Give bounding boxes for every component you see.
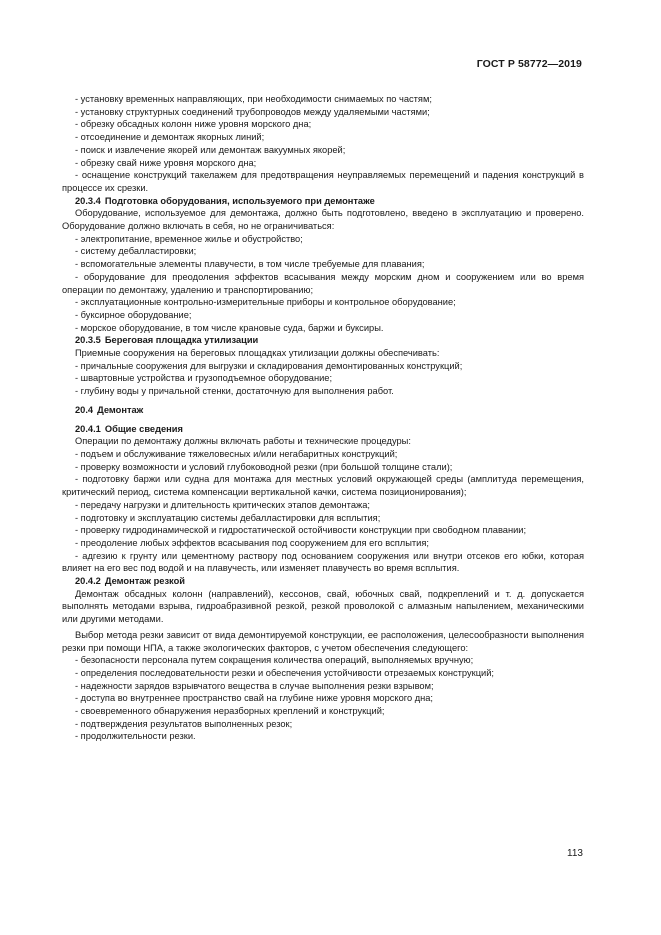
document-code: ГОСТ Р 58772—2019: [476, 58, 582, 70]
section-heading-20-3-5: [62, 334, 584, 347]
list-continued: [62, 93, 584, 195]
list-item: - проверку возможности и условий глубоководной резки (при большой толщине стали);: [75, 461, 453, 472]
section-heading-20-4: [62, 404, 584, 417]
section-intro: Оборудование, используемое для демонтажа, должно быть подготовлено, введено в эксплуатацию и проверено. Оборудование должно включать в себя, но не ограничиваться:: [62, 208, 584, 232]
list-item: - продолжительности резки.: [75, 731, 196, 742]
section-heading-20-4-1: [62, 423, 584, 436]
list-item: - преодоление любых эффектов всасывания под сооружением для его всплытия;: [75, 537, 429, 548]
section-intro: Приемные сооружения на береговых площадках утилизации должны обеспечивать:: [75, 348, 440, 359]
section-heading-20-3-4: [62, 195, 584, 208]
paragraph: Демонтаж обсадных колонн (направлений), кессонов, свай, юбочных свай, подкреплений и т. д. допускается выполнять методами взрыва, гидроабразивной резкой, резкой проволокой с алмазным напылением, механическими или другими методами.: [62, 588, 584, 625]
list-item: - установку временных направляющих, при необходимости снимаемых по частям;: [75, 94, 432, 104]
section-heading-20-4-2: [62, 575, 584, 588]
section-intro: Операции по демонтажу должны включать работы и технические процедуры:: [75, 436, 411, 447]
list-item: - обрезку свай ниже уровня морского дна;: [75, 157, 257, 168]
section-number: 20.4.1: [75, 423, 101, 434]
list-item: - установку структурных соединений трубопроводов между удаляемыми частями;: [75, 106, 430, 117]
list-item: - поиск и извлечение якорей или демонтаж вакуумных якорей;: [75, 144, 346, 155]
list-item: - подтверждения результатов выполненных резок;: [75, 718, 293, 729]
list-item: - буксирное оборудование;: [75, 309, 192, 320]
list-item: - морское оборудование, в том числе крановые суда, баржи и буксиры.: [75, 322, 384, 333]
list-item: - обрезку обсадных колонн ниже уровня морского дна;: [75, 119, 312, 130]
list-item: - отсоединение и демонтаж якорных линий;: [75, 132, 265, 143]
list-item: - надежности зарядов взрывчатого вещества в случае выполнения резки взрывом;: [75, 680, 434, 691]
list-item: - вспомогательные элементы плавучести, в том числе требуемые для плавания;: [75, 259, 425, 270]
list-item: - проверку гидродинамической и гидростатической остойчивости конструкции при свободном плавании;: [75, 525, 527, 536]
page-number: 113: [567, 848, 583, 859]
list-item: - безопасности персонала путем сокращения количества операций, выполняемых вручную;: [75, 655, 474, 666]
section-number: 20.3.4: [75, 195, 101, 206]
list-item: - передачу нагрузки и длительность критических этапов демонтажа;: [75, 499, 370, 510]
list-item: - адгезию к грунту или цементному раствору под основанием сооружения или внутри отсеков его юбки, которая влияет на его вес под водой и на плавучесть, или изменяет плавучесть во время всплытия.: [62, 550, 584, 574]
page-body: [62, 93, 584, 743]
list-item: - швартовные устройства и грузоподъемное оборудование;: [75, 373, 333, 384]
list-item: - глубину воды у причальной стенки, достаточную для выполнения работ.: [75, 386, 394, 397]
section-title: Демонтаж: [97, 404, 144, 415]
section-number: 20.4: [75, 404, 94, 415]
list-item: - подготовку и эксплуатацию системы дебалластировки для всплытия;: [75, 512, 381, 523]
list-item: - своевременного обнаружения неразборных креплений и конструкций;: [75, 706, 385, 717]
list-item: - подъем и обслуживание тяжеловесных и/или негабаритных конструкций;: [75, 448, 398, 459]
section-title: Общие сведения: [104, 423, 183, 434]
list-item: - причальные сооружения для выгрузки и складирования демонтированных конструкций;: [75, 360, 463, 371]
section-title: Подготовка оборудования, используемого при демонтаже: [104, 195, 375, 206]
list-item: - доступа во внутреннее пространство свай на глубине ниже уровня морского дна;: [75, 693, 434, 704]
list-item: - эксплуатационные контрольно-измерительные приборы и контрольное оборудование;: [75, 297, 456, 308]
list-item: - оборудование для преодоления эффектов всасывания между морским дном и сооружением или во время операции по демонтажу, удалению и транспортированию;: [62, 271, 584, 295]
list-item: - электропитание, временное жилье и обустройство;: [75, 233, 303, 244]
list-item: - определения последовательности резки и обеспечения устойчивости отрезаемых конструкций;: [75, 667, 495, 678]
list-item: - оснащение конструкций такелажем для предотвращения неуправляемых перемещений и падения конструкций в процессе их срезки.: [62, 170, 584, 193]
section-title: Демонтаж резкой: [104, 576, 185, 587]
section-number: 20.3.5: [75, 335, 101, 346]
list-item: - систему дебалластировки;: [75, 246, 197, 257]
section-title: Береговая площадка утилизации: [104, 335, 259, 346]
list-item: - подготовку баржи или судна для монтажа для местных условий окружающей среды (амплитуда перемещения, критический период, система компенсации вертикальной качки, система позиционирования);: [62, 474, 584, 498]
section-number: 20.4.2: [75, 576, 101, 587]
paragraph: Выбор метода резки зависит от вида демонтируемой конструкции, ее расположения, целесообразности выполнения резки при помощи НПА, а также экологических факторов, с учетом обеспечения следующего:: [62, 629, 584, 653]
